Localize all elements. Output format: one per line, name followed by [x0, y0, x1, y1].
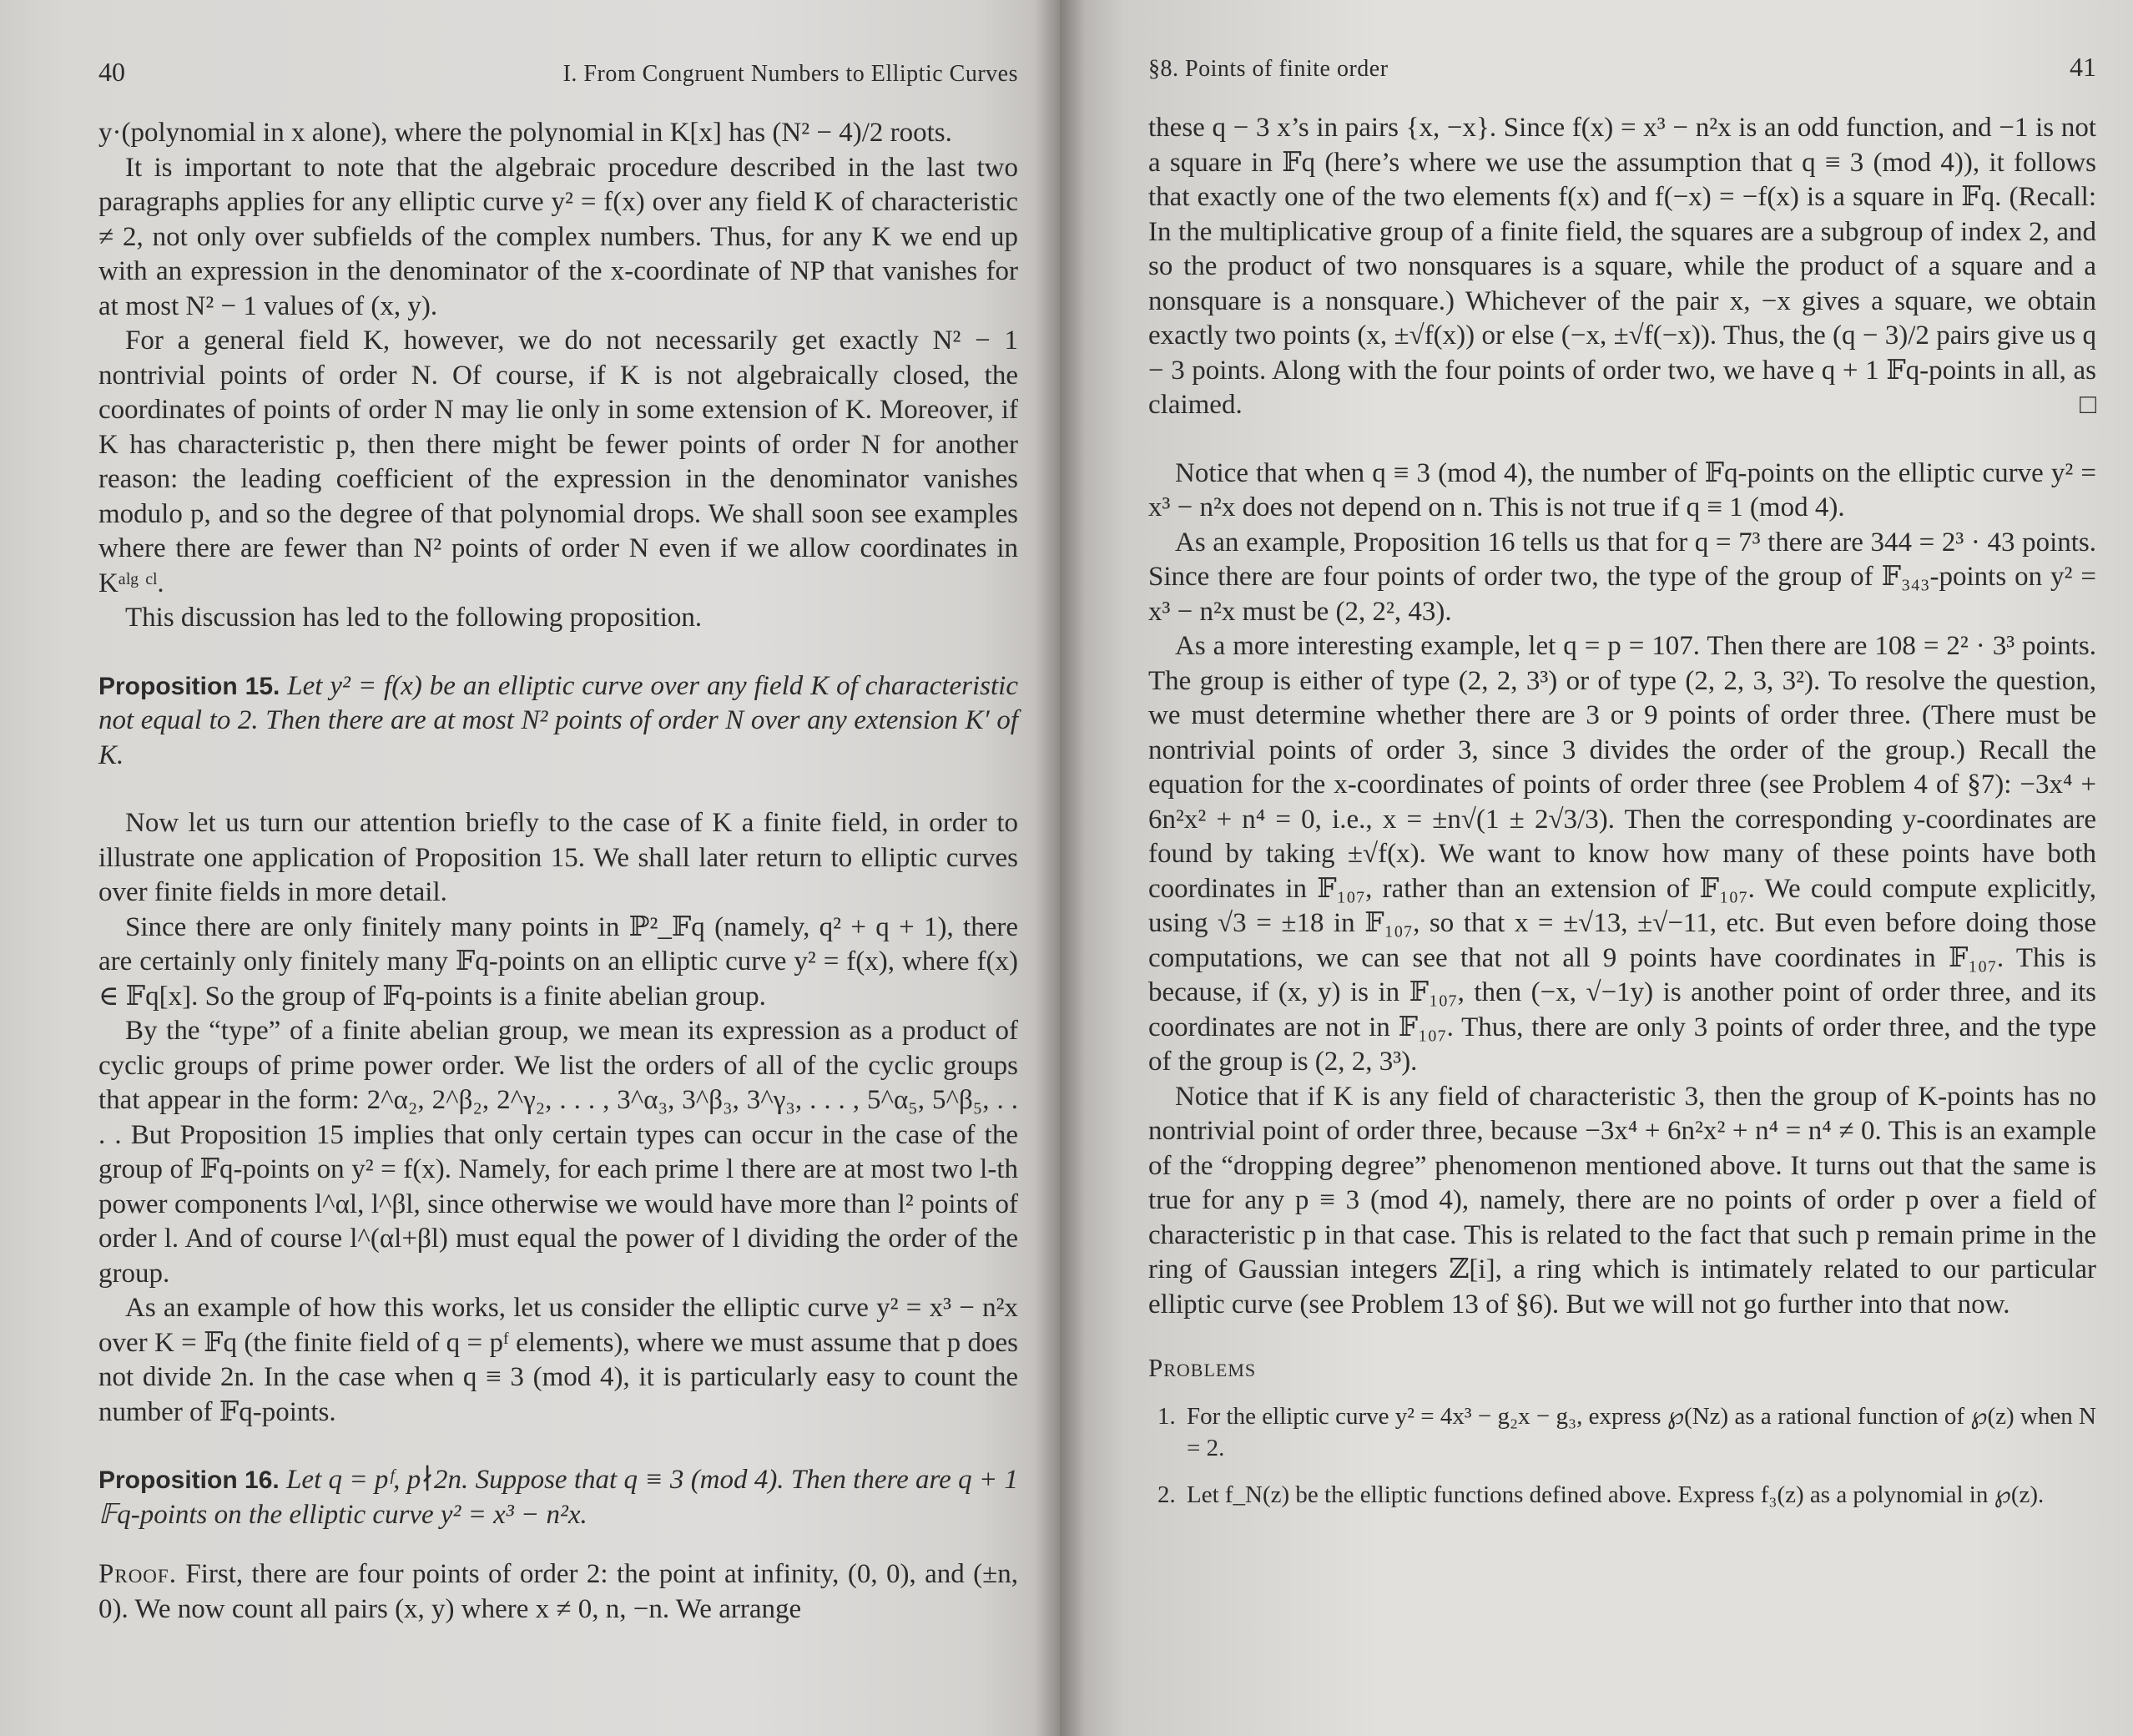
left-running-head [98, 57, 1018, 88]
proposition-statement: Let y² = f(x) be an elliptic curve over any field K of characteristic not equal to 2. Then there are at most N² points of order N over any extension K′ of K. [98, 670, 1018, 770]
proof [98, 1557, 1018, 1627]
right-page [1060, 0, 2133, 1736]
paragraph: As an example of how this works, let us consider the elliptic curve y² = x³ − n²x over K = 𝔽q (the finite field of q = pᶠ elements), where we must assume that p does not divide 2n. In the case when q ≡ 3 (mod 4), it is particularly easy to count the number of 𝔽q-points. [98, 1293, 1018, 1427]
problems-list [1148, 1400, 2096, 1511]
proposition-statement: Let q = pᶠ, p∤2n. Suppose that q ≡ 3 (mod 4). Then there are q + 1 𝔽q-points on the elliptic curve y² = x³ − n²x. [98, 1465, 1019, 1530]
qed-square: □ [2080, 390, 2096, 420]
proposition-label: Proposition 16. [98, 1466, 280, 1494]
paragraph: It is important to note that the algebraic procedure described in the last two paragraphs applies for any elliptic curve y² = f(x) over any field K of characteristic ≠ 2, not only over subfields of the complex numbers. Thus, for any K we end up with an expression in the denominator of the x-coordinate of NP that vanishes for at most N² − 1 values of (x, y). [98, 152, 1018, 321]
paragraph: As a more interesting example, let q = p = 107. Then there are 108 = 2² · 3³ points. The group is either of type (2, 2, 3³) or of type (2, 2, 3, 3²). To resolve the question, we must determine whether there are 3 or 9 points of order three. (There must be nontrivial points of order 3, since 3 divides the order of the group.) Recall the equation for the x-coordinates of points of order three (see Problem 4 of §7): −3x⁴ + 6n²x² + n⁴ = 0, i.e., x = ±n√(1 ± 2√3/3). Then the corresponding y-coordinates are found by taking ±√f(x). We want to know how many of these points have both coordinates in 𝔽₁₀₇, rather than an extension of 𝔽₁₀₇. We could compute explicitly, using √3 = ±18 in 𝔽₁₀₇, so that x = ±√13, ±√−11, etc. But even before doing those computations, we can see that not all 9 points have coordinates in 𝔽₁₀₇. This is because, if (x, y) is in 𝔽₁₀₇, then (−x, √−1y) is another point of order three, and its coordinates are not in 𝔽₁₀₇. Thus, there are only 3 points of order three, and the type of the group is (2, 2, 3³). [1148, 631, 2096, 1077]
right-running-head [1148, 52, 2096, 83]
proposition-16 [98, 1463, 1018, 1532]
paragraph: This discussion has led to the following proposition. [125, 603, 703, 633]
proof-continued-text: these q − 3 x’s in pairs {x, −x}. Since f(x) = x³ − n²x is an odd function, and −1 is not a square in 𝔽q (here’s where we use the assumption that q ≡ 3 (mod 4)), it follows that exactly one of the two elements f(x) and f(−x) = −f(x) is a square in 𝔽q. (Recall: In the multiplicative group of a finite field, the squares are a subgroup of index 2, and so the product of two nonsquares is a square, while the product of a square and a nonsquare is a nonsquare.) Whichever of the pair x, −x gives a square, we obtain exactly two points (x, ±√f(x)) or else (−x, ±√f(−x)). Thus, the (q − 3)/2 pairs give us q − 3 points. Along with the four points of order two, we have q + 1 𝔽q-points in all, as claimed. [1148, 113, 2096, 420]
left-running-title: I. From Congruent Numbers to Elliptic Curves [562, 61, 1018, 87]
left-page-body [98, 116, 1018, 1627]
paragraph: As an example, Proposition 16 tells us that for q = 7³ there are 344 = 2³ · 43 points. Since there are four points of order two, the type of the group of 𝔽₃₄₃-points on y² = x³ − n²x must be (2, 2², 43). [1148, 527, 2096, 627]
paragraph: Since there are only finitely many points in ℙ²_𝔽q (namely, q² + q + 1), there are certainly only finitely many 𝔽q-points on an elliptic curve y² = f(x), where f(x) ∈ 𝔽q[x]. So the group of 𝔽q-points is a finite abelian group. [98, 911, 1018, 1012]
problems-heading: Problems [1148, 1353, 1257, 1382]
proposition-15 [98, 669, 1018, 774]
proof-continued [1148, 111, 2096, 423]
proposition-label: Proposition 15. [98, 672, 280, 700]
problem-item: 2. Let f_N(z) be the elliptic functions defined above. Express f₃(z) as a polynomial in ℘(z). [1182, 1479, 2096, 1511]
right-running-title: §8. Points of finite order [1148, 56, 1389, 82]
proof-text: First, there are four points of order 2: the point at infinity, (0, 0), and (±n, 0). We now count all pairs (x, y) where x ≠ 0, n, −n. We arrange [98, 1559, 1018, 1624]
paragraph: Notice that when q ≡ 3 (mod 4), the number of 𝔽q-points on the elliptic curve y² = x³ − n²x does not depend on n. This is not true if q ≡ 1 (mod 4). [1148, 457, 2096, 522]
right-page-number: 41 [2070, 52, 2096, 82]
left-page-number: 40 [98, 57, 125, 87]
paragraph: y·(polynomial in x alone), where the polynomial in K[x] has (N² − 4)/2 roots. [98, 118, 952, 148]
paragraph: By the “type” of a finite abelian group, we mean its expression as a product of cyclic groups of prime power order. We list the orders of all of the cyclic groups that appear in the form: 2^α₂, 2^β₂, 2^γ₂, . . . , 3^α₃, 3^β₃, 3^γ₃, . . . , 5^α₅, 5^β₅, . . . . But Proposition 15 implies that only certain types can occur in the case of the group of 𝔽q-points on y² = f(x). Namely, for each prime l there are at most two l-th power components l^αl, l^βl, since otherwise we would have more than l² points of order l. And of course l^(αl+βl) must equal the power of l dividing the order of the group. [98, 1016, 1018, 1289]
right-page-body [1148, 111, 2096, 1511]
paragraph: Notice that if K is any field of characteristic 3, then the group of K-points has no nontrivial point of order three, because −3x⁴ + 6n²x² + n⁴ = n⁴ ≠ 0. This is an example of the “dropping degree” phenomenon mentioned above. It turns out that the same is true for any p ≡ 3 (mod 4), namely, there are no points of order p over a field of characteristic p in that case. This is related to the fact that such p remain prime in the ring of Gaussian integers ℤ[i], a ring which is intimately related to our particular elliptic curve (see Problem 13 of §6). But we will not go further into that now. [1148, 1081, 2096, 1320]
book-gutter [1035, 0, 1085, 1736]
paragraph: For a general field K, however, we do not necessarily get exactly N² − 1 nontrivial points of order N. Of course, if K is not algebraically closed, the coordinates of points of order N may lie only in some extension of K. Moreover, if K has characteristic p, then there might be fewer points of order N for another reason: the leading coefficient of the expression in the denominator vanishes modulo p, and so the degree of that polynomial drops. We shall soon see examples where there are fewer than N² points of order N even if we allow coordinates in Kᵃˡᵍ ᶜˡ. [98, 326, 1018, 598]
problem-item: 1. For the elliptic curve y² = 4x³ − g₂x − g₃, express ℘(Nz) as a rational function of ℘(z) when N = 2. [1182, 1400, 2096, 1464]
left-page [0, 0, 1060, 1736]
paragraph: Now let us turn our attention briefly to the case of K a finite field, in order to illustrate one application of Proposition 15. We shall later return to elliptic curves over finite fields in more detail. [98, 808, 1018, 907]
proof-label: Proof. [98, 1559, 177, 1589]
